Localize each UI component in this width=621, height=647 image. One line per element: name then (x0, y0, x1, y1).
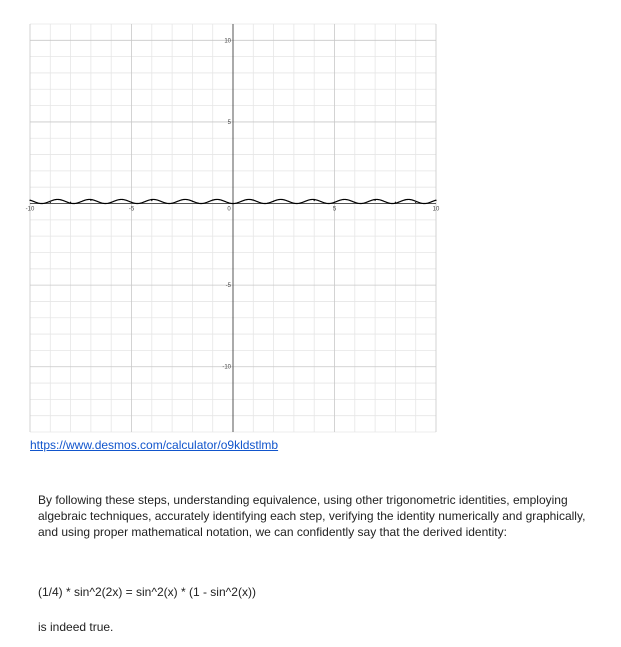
conclusion-paragraph: By following these steps, understanding equivalence, using other trigonometric identities, employing algebraic techniques, accurately identifying each step, verifying the identity numerically and graphically, and using proper mathematical notation, we can confidently say that the derived identity: (38, 493, 586, 539)
data-point (29, 200, 30, 201)
desmos-link[interactable]: https://www.desmos.com/calculator/o9kldstlmb (30, 438, 279, 452)
closing-sentence: is indeed true. (38, 620, 114, 634)
data-point (293, 203, 294, 204)
data-point (395, 202, 396, 203)
data-point (90, 200, 91, 201)
data-point (375, 200, 376, 201)
graph-canvas (25, 24, 440, 432)
identity-equation: (1/4) * sin^2(2x) = sin^2(x) * (1 - sin^2(x)) (38, 585, 256, 599)
x-tick-label: -5 (128, 206, 135, 213)
data-point (273, 201, 274, 202)
data-point (172, 203, 173, 204)
data-point (212, 199, 213, 200)
data-point (232, 203, 233, 204)
data-point (151, 200, 152, 201)
data-point (50, 202, 51, 203)
data-point (314, 200, 315, 201)
y-tick-label: 5 (227, 119, 231, 126)
x-tick-label: 5 (332, 206, 337, 213)
y-tick-label: 10 (224, 38, 231, 45)
data-point (253, 199, 254, 200)
data-point (192, 201, 193, 202)
data-point (435, 200, 436, 201)
data-point (111, 202, 112, 203)
desmos-graph (25, 24, 440, 432)
x-tick-label: 0 (227, 206, 231, 213)
x-tick-label: -10 (25, 206, 35, 213)
data-point (131, 202, 132, 203)
y-tick-label: -10 (222, 364, 231, 371)
x-tick-label: 10 (432, 206, 440, 213)
data-point (415, 202, 416, 203)
data-point (334, 202, 335, 203)
y-tick-label: -5 (225, 283, 231, 290)
data-point (70, 202, 71, 203)
data-point (354, 202, 355, 203)
